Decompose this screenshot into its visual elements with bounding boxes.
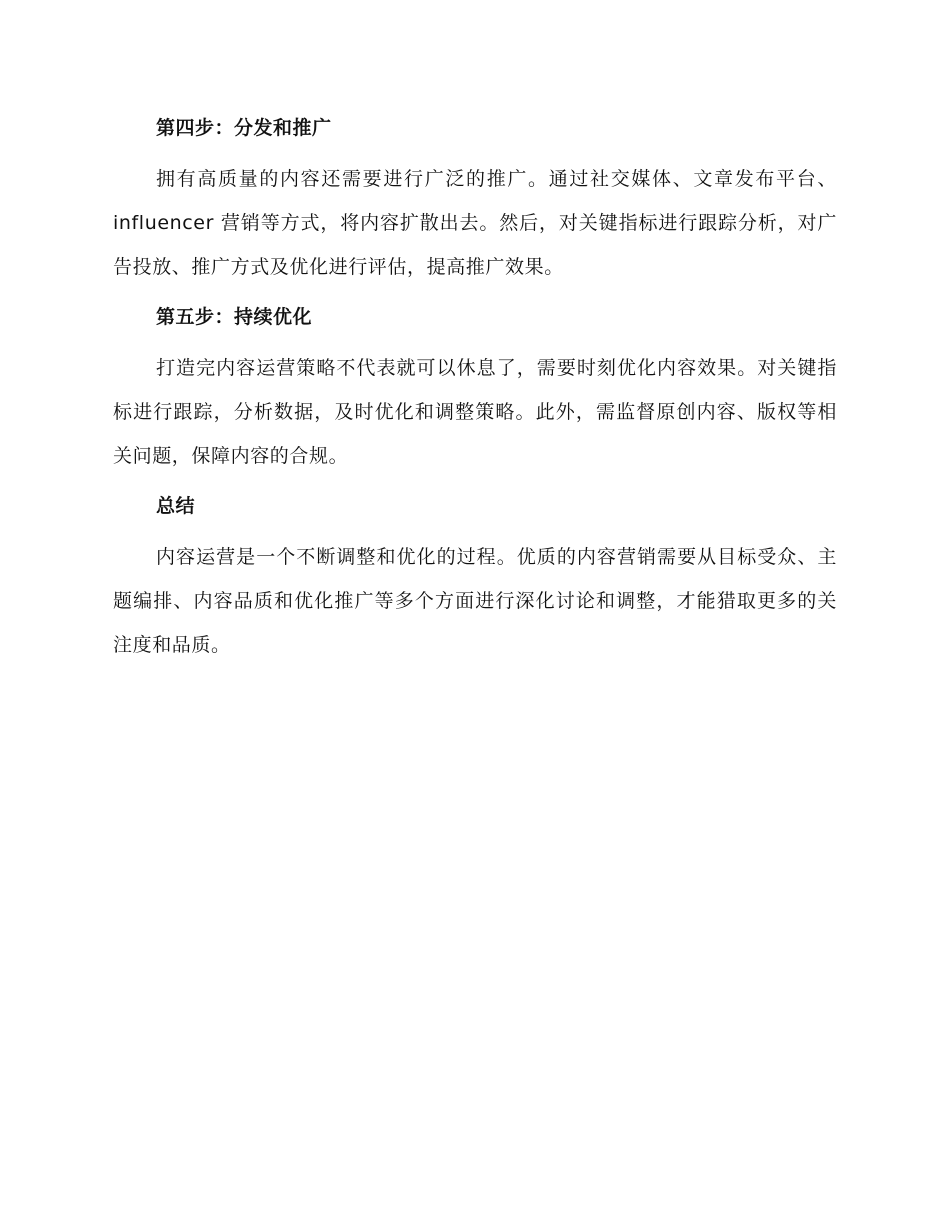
section-paragraph-summary: 内容运营是一个不断调整和优化的过程。优质的内容营销需要从目标受众、主题编排、内容品质和优化推广等多个方面进行深化讨论和调整，才能猎取更多的关注度和品质。 (113, 546, 837, 656)
document-body (113, 112, 837, 667)
section-paragraph-distribution: 拥有高质量的内容还需要进行广泛的推广。通过社交媒体、文章发布平台、 influencer 营销等方式，将内容扩散出去。然后，对关键指标进行跟踪分析，对广告投放、推广方式及优化进行评估，提高推广效果。 (113, 168, 837, 278)
section-heading-optimization: 第五步：持续优化 (156, 306, 313, 328)
section-heading-distribution: 第四步：分发和推广 (156, 117, 332, 139)
section-paragraph-optimization: 打造完内容运营策略不代表就可以休息了，需要时刻优化内容效果。对关键指标进行跟踪，分析数据，及时优化和调整策略。此外，需监督原创内容、版权等相关问题，保障内容的合规。 (113, 357, 837, 467)
section-heading-summary: 总结 (156, 495, 196, 517)
